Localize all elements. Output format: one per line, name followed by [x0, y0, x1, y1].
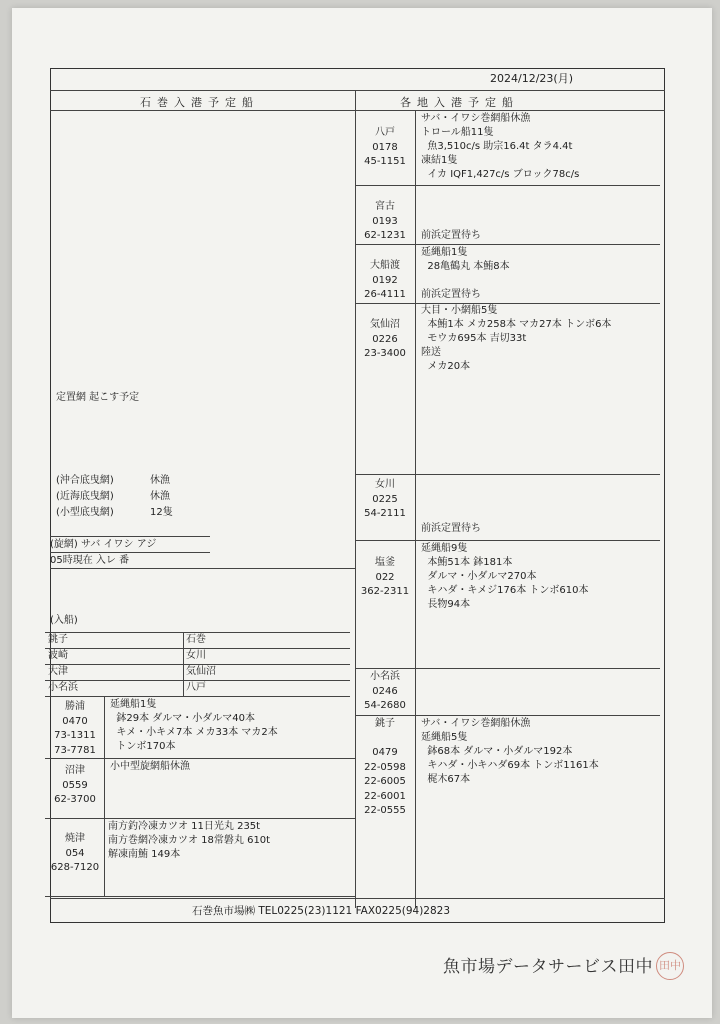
content-line: 長物94本 — [421, 599, 471, 610]
hanko-seal: 田中 — [656, 952, 684, 980]
port-ofunato — [354, 259, 416, 303]
senmo-line-top — [50, 536, 210, 537]
port-name: 勝浦 — [65, 701, 85, 712]
left-port-line — [45, 896, 355, 897]
port-numazu — [44, 764, 106, 808]
left-port-line — [45, 758, 355, 759]
port-name: 塩釜 — [375, 557, 395, 568]
arrival-table-bottom — [45, 696, 350, 697]
port-code: 0470 — [62, 715, 88, 727]
content-line: 延縄船1隻 — [110, 699, 157, 710]
port-code: 0178 — [372, 141, 398, 153]
port-tel: 362-2311 — [360, 586, 410, 597]
port-tel: 22-0598 — [364, 761, 406, 773]
port-tel: 26-4111 — [364, 289, 406, 300]
port-tel: 73-1311 — [54, 730, 96, 741]
okiai-value: 休漁 — [150, 475, 170, 486]
port-tel: 62-3700 — [54, 794, 96, 805]
arrival-col-divider — [183, 632, 184, 696]
content-line: 鉢29本 ダルマ・小ダルマ40本 — [110, 713, 255, 724]
port-kesennuma — [354, 318, 416, 362]
teichi-note: 定置網 起こす予定 — [56, 392, 140, 403]
okiai-label: (沖合底曳網) — [56, 475, 114, 486]
kesennuma-content — [421, 304, 611, 374]
port-tel: 22-6005 — [364, 776, 406, 787]
content-line: 凍結1隻 — [421, 155, 458, 166]
port-onahama — [354, 670, 416, 714]
header-left: 石巻入港予定船 — [140, 96, 259, 109]
arrival-cell: 女川 — [186, 650, 206, 661]
content-line: 大目・小網船5隻 — [421, 305, 498, 316]
content-line: ダルマ・小ダルマ270本 — [421, 571, 537, 582]
header-divider-top — [50, 90, 665, 91]
port-code: 0246 — [372, 685, 398, 697]
port-tel: 73-7781 — [54, 744, 96, 756]
kinkai-value: 休漁 — [150, 491, 170, 502]
port-code: 0226 — [372, 333, 398, 345]
content-line: 延縄船1隻 — [421, 247, 468, 258]
port-katsuura — [44, 700, 106, 758]
content-line: サバ・イワシ巻網船休漁 — [421, 113, 531, 124]
shiogama-content — [421, 542, 589, 612]
content-line: サバ・イワシ巻網船休漁 — [421, 718, 531, 729]
content-line: 本鮪51本 鉢181本 — [421, 557, 513, 568]
genzai-label: 05時現在 入レ 番 — [50, 555, 130, 566]
right-port-line — [355, 715, 660, 716]
arrival-cell: 銚子 — [48, 634, 68, 645]
signature: 魚市場データサービス田中 — [443, 957, 653, 977]
port-name: 焼津 — [65, 833, 85, 844]
port-onagawa — [354, 478, 416, 522]
content-line: 南方釣冷凍カツオ 11日光丸 235t — [108, 821, 261, 832]
content-line: 本鮪1本 メカ258本 マカ27本 トンボ6本 — [421, 319, 612, 330]
content-line: キメ・小キメ7本 メカ33本 マカ2本 — [110, 727, 278, 738]
kogata-value: 12隻 — [150, 507, 173, 518]
port-code: 0479 — [372, 747, 398, 758]
header-right: 各地入港予定船 — [400, 96, 519, 109]
port-tel: 22-0555 — [364, 805, 406, 816]
arrival-cell: 波崎 — [48, 650, 68, 661]
content-line: 前浜定置待ち — [421, 289, 481, 300]
right-port-line — [355, 474, 660, 475]
arrival-cell: 小名浜 — [48, 682, 78, 693]
footer-divider — [50, 898, 665, 899]
port-name: 気仙沼 — [370, 319, 400, 330]
arrival-cell: 石巻 — [186, 634, 206, 645]
port-name: 大船渡 — [370, 260, 400, 271]
port-tel: 54-2111 — [364, 508, 406, 519]
port-name: 宮古 — [375, 201, 395, 212]
genzai-line — [50, 568, 355, 569]
onagawa-content — [421, 522, 481, 536]
content-line: キハダ・キメジ176本 トンボ610本 — [421, 585, 589, 596]
content-line: 南方巻網冷凍カツオ 18常磐丸 610t — [108, 835, 271, 846]
content-line: 鉢68本 ダルマ・小ダルマ192本 — [421, 746, 573, 757]
katsuura-content — [110, 698, 278, 754]
right-port-line — [355, 540, 660, 541]
port-code: 0559 — [62, 779, 88, 791]
port-code: 0225 — [372, 493, 398, 505]
port-choshi — [354, 717, 416, 819]
port-code: 0193 — [372, 215, 398, 227]
choshi-content — [421, 717, 599, 787]
ofunato-content-note — [421, 288, 481, 302]
senmo-label: (旋網) サバ イワシ アジ — [50, 539, 157, 550]
arrival-cell: 八戸 — [186, 682, 206, 693]
arrival-cell: 気仙沼 — [186, 666, 216, 677]
content-line: 延縄船5隻 — [421, 732, 468, 743]
senmo-line-mid — [50, 552, 210, 553]
header-divider-bottom — [50, 110, 665, 111]
hachinohe-content — [421, 112, 579, 182]
content-line: 小中型旋網船休漁 — [110, 761, 190, 772]
numazu-content — [110, 760, 190, 774]
port-name: 小名浜 — [370, 671, 400, 682]
kogata-label: (小型底曳網) — [56, 507, 114, 518]
content-line: トロール船11隻 — [421, 127, 494, 138]
port-tel: 54-2680 — [364, 700, 406, 711]
yaizu-content — [108, 820, 270, 862]
footer-contact: 石巻魚市場㈱ TEL0225(23)1121 FAX0225(94)2823 — [192, 905, 451, 917]
right-port-line — [355, 668, 660, 669]
port-name: 女川 — [375, 479, 395, 490]
port-name: 銚子 — [375, 718, 395, 729]
port-shiogama — [354, 556, 416, 600]
port-tel: 22-6001 — [364, 790, 406, 802]
content-line: 前浜定置待ち — [421, 230, 481, 241]
content-line: 28亀鶴丸 本鮪8本 — [421, 261, 510, 272]
right-port-line — [355, 185, 660, 186]
port-yaizu — [44, 832, 106, 876]
nyusen-label: (入船) — [50, 615, 78, 626]
content-line: 梶木67本 — [421, 774, 471, 785]
port-tel: 45-1151 — [364, 156, 406, 167]
arrival-cell: 大津 — [48, 666, 68, 677]
port-name: 沼津 — [65, 765, 85, 776]
content-line: 前浜定置待ち — [421, 523, 481, 534]
port-code: 022 — [375, 571, 395, 583]
right-port-line — [355, 244, 660, 245]
content-line: 魚3,510c/s 助宗16.4t タラ4.4t — [421, 141, 573, 152]
content-line: トンボ170本 — [110, 741, 176, 752]
content-line: 解凍南鮪 149本 — [108, 849, 181, 860]
content-line: 延縄船9隻 — [421, 543, 468, 554]
port-code: 0192 — [372, 274, 398, 286]
port-code: 054 — [65, 847, 85, 859]
port-tel: 23-3400 — [364, 348, 406, 359]
content-line: 陸送 — [421, 347, 441, 358]
port-tel: 628-7120 — [50, 862, 100, 873]
content-line: イカ IQF1,427c/s ブロック78c/s — [421, 169, 580, 180]
port-hachinohe — [354, 126, 416, 170]
content-line: キハダ・小キハダ69本 トンボ1161本 — [421, 760, 599, 771]
left-port-line — [45, 818, 355, 819]
port-name: 八戸 — [375, 127, 395, 138]
ofunato-content — [421, 246, 510, 274]
port-miyako — [354, 200, 416, 244]
kinkai-label: (近海底曳網) — [56, 491, 114, 502]
report-date: 2024/12/23(月) — [490, 72, 573, 85]
miyako-content — [421, 229, 481, 243]
content-line: メカ20本 — [421, 361, 471, 372]
port-tel: 62-1231 — [364, 230, 406, 241]
content-line: モウカ695本 吉切33t — [421, 333, 527, 344]
